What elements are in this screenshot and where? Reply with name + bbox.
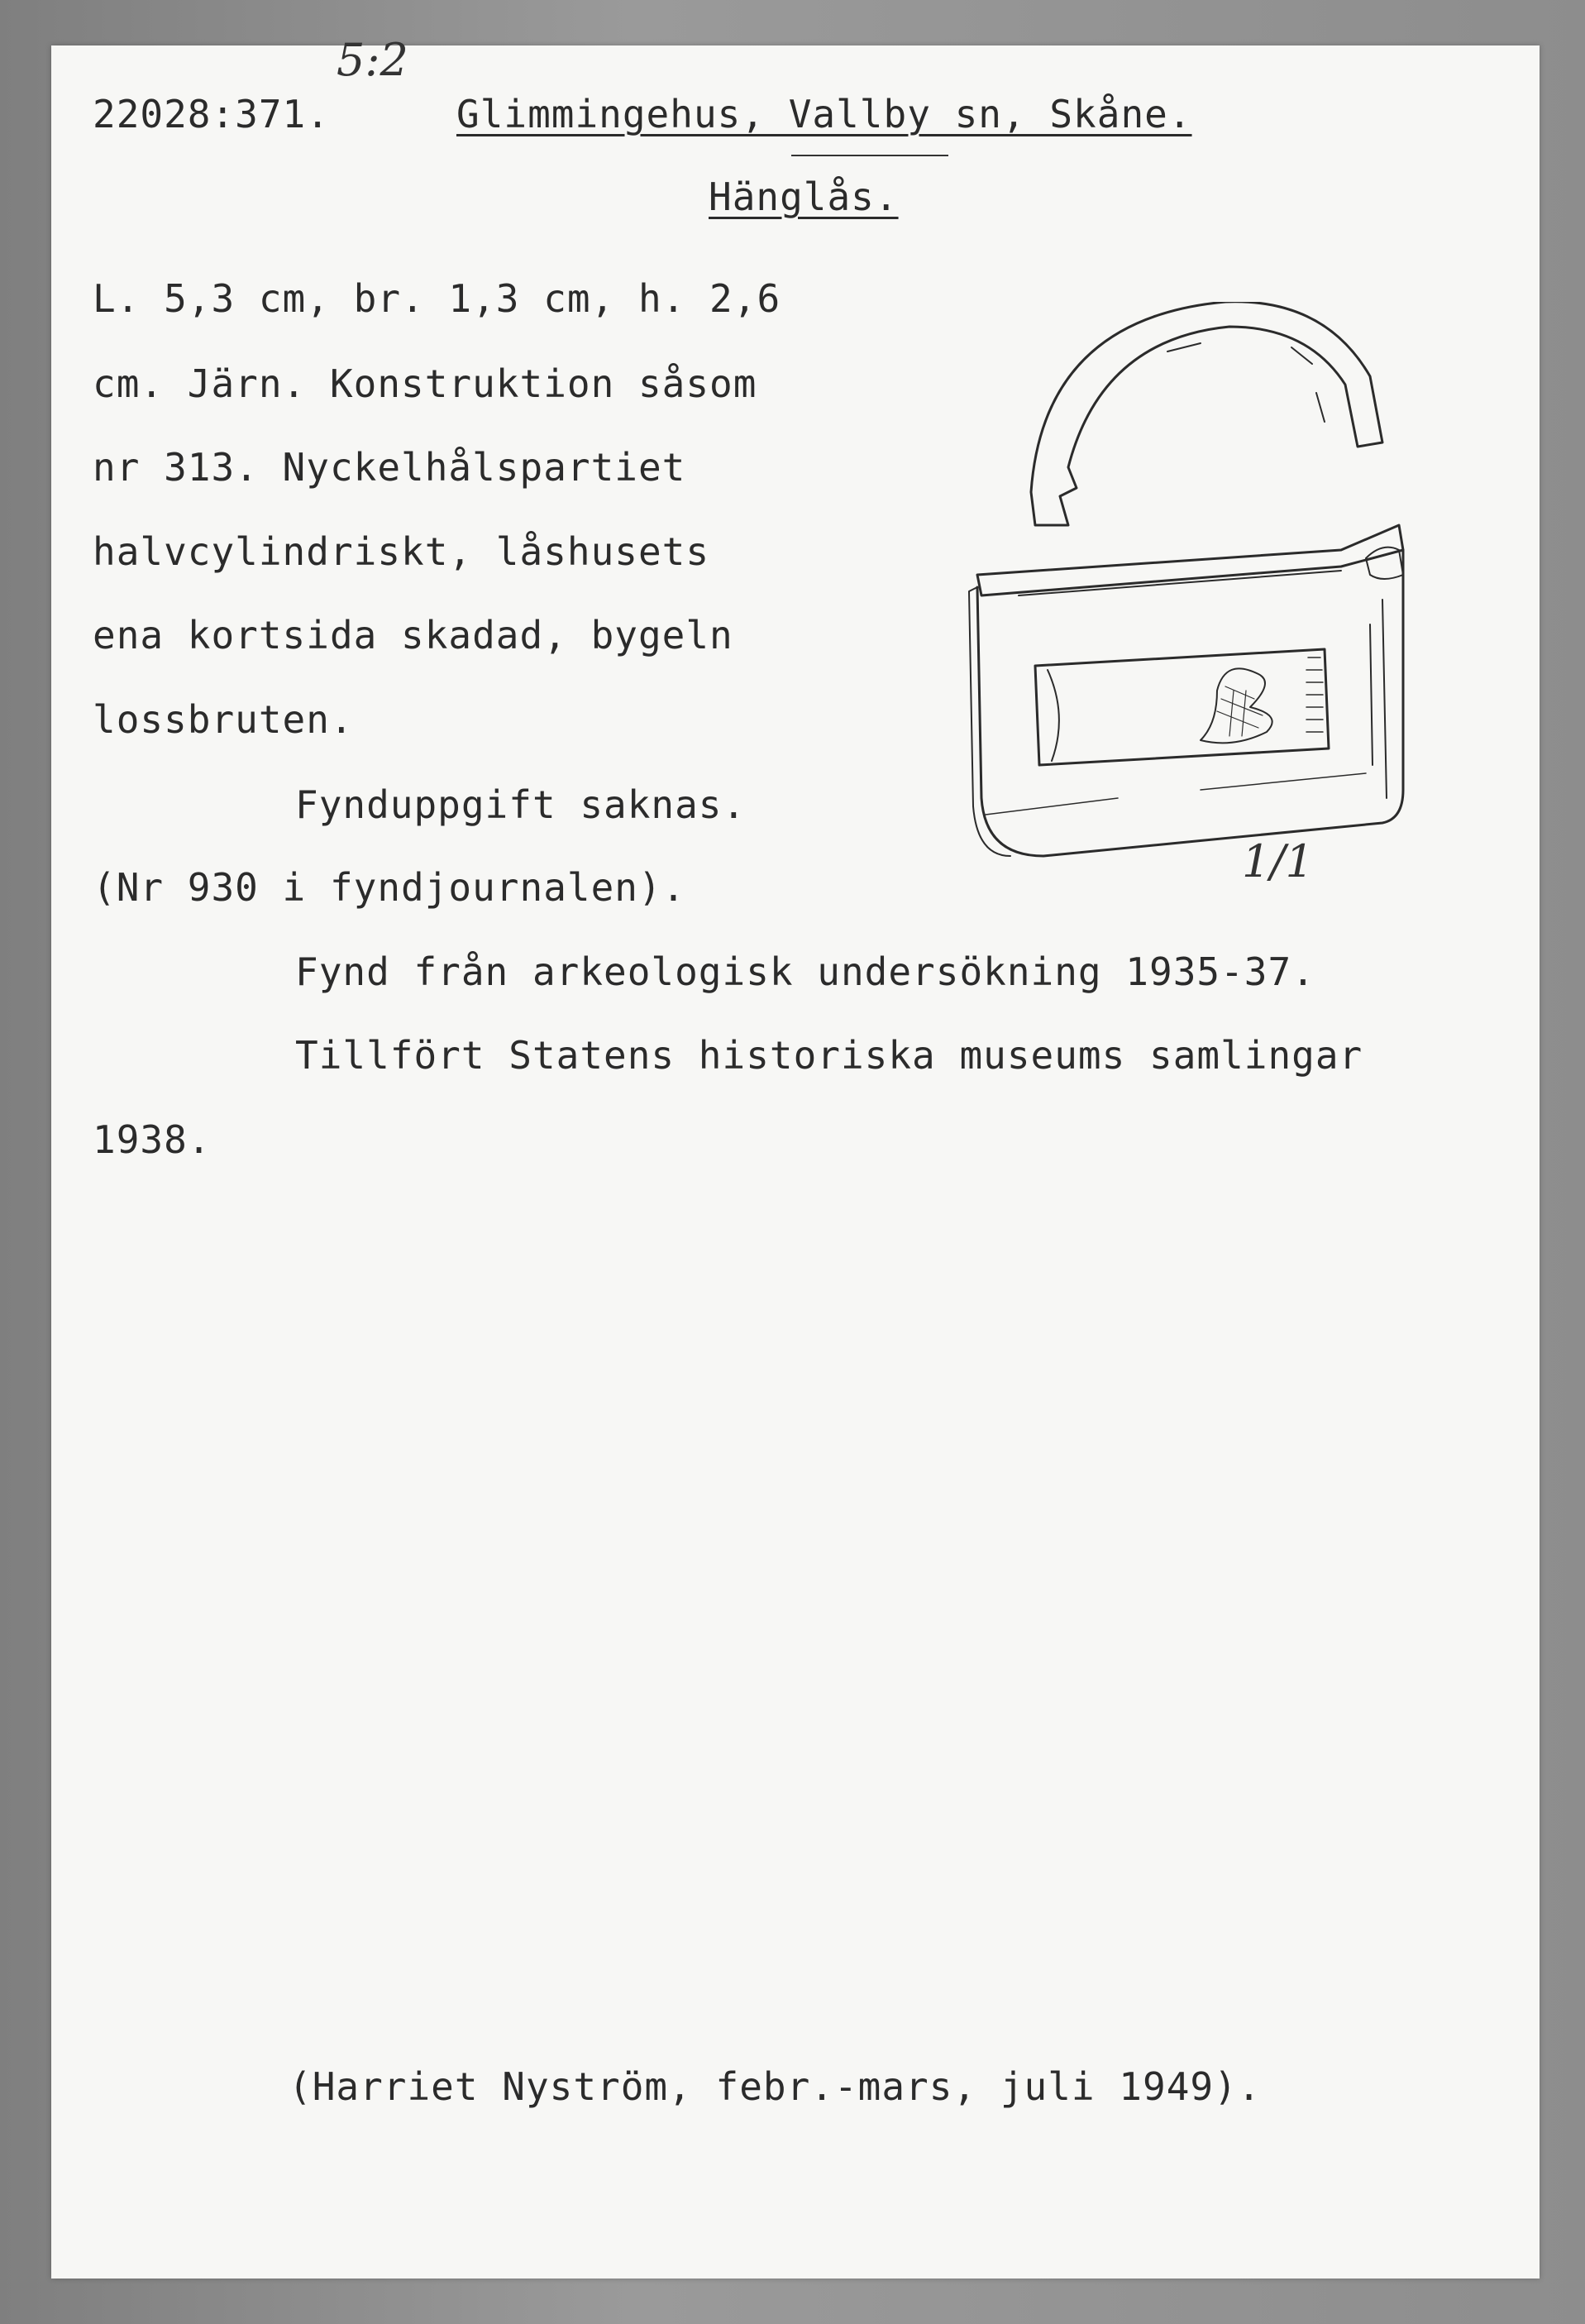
find-info-line-1: Fynduppgift saknas.	[295, 782, 747, 827]
accession-line-1: Tillfört Statens historiska museums samlingar	[295, 1033, 1363, 1078]
catalog-card	[51, 34, 1540, 2279]
padlock-drawing	[952, 302, 1498, 930]
padlock-shackle	[1031, 302, 1382, 525]
description-line-5: ena kortsida skadad, bygeln	[93, 613, 733, 658]
description-line-2: cm. Järn. Konstruktion såsom	[93, 361, 757, 406]
description-line-4: halvcylindriskt, låshusets	[93, 529, 710, 574]
padlock-body	[977, 550, 1403, 856]
heading-divider	[791, 155, 948, 156]
handwritten-mark: 5:2	[337, 34, 408, 86]
padlock-keyhole-panel	[1035, 649, 1329, 765]
location-heading: Glimmingehus, Vallby sn, Skåne.	[456, 92, 1192, 136]
scale-label: 1/1	[1242, 835, 1314, 887]
padlock-keyhole-cover	[1201, 668, 1272, 743]
description-line-1: L. 5,3 cm, br. 1,3 cm, h. 2,6	[93, 276, 781, 321]
object-name: Hänglås.	[709, 175, 899, 219]
description-line-3: nr 313. Nyckelhålspartiet	[93, 445, 686, 490]
description-line-6: lossbruten.	[93, 697, 354, 742]
catalog-number: 22028:371.	[93, 92, 330, 136]
accession-line-2: 1938.	[93, 1117, 212, 1162]
excavation-note: Fynd från arkeologisk undersökning 1935-37.	[295, 949, 1315, 994]
padlock-top-plate	[977, 525, 1403, 595]
author-credit: (Harriet Nyström, febr.-mars, juli 1949).	[289, 2064, 1262, 2109]
find-info-line-2: (Nr 930 i fyndjournalen).	[93, 865, 686, 910]
